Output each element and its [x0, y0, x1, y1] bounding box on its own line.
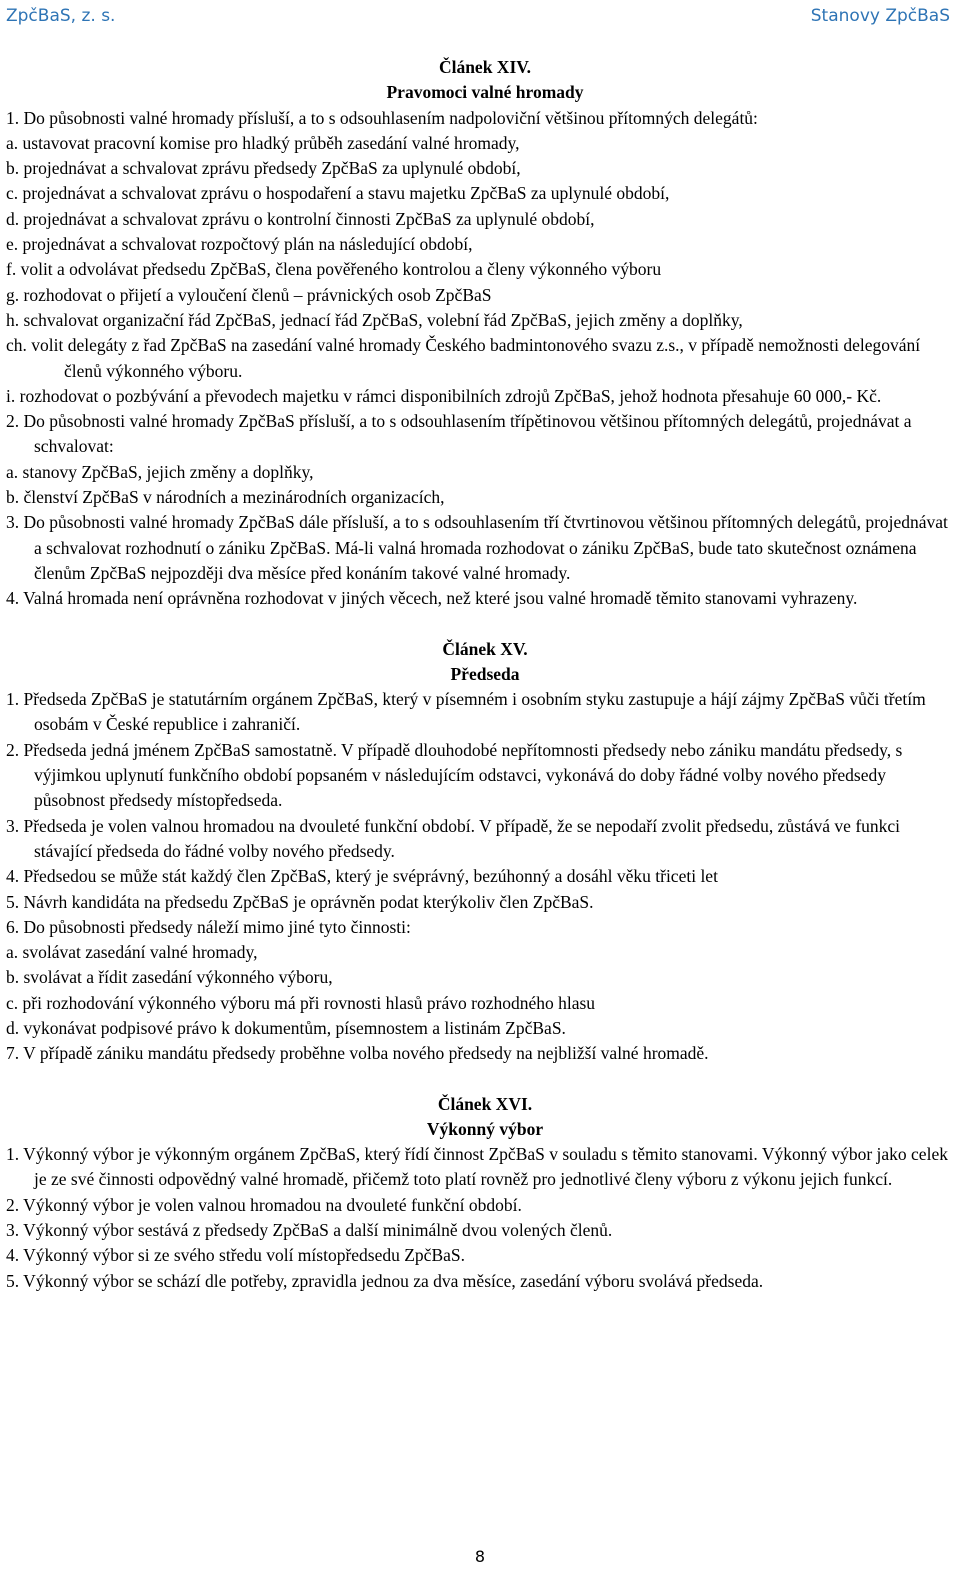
sub-item: e. projednávat a schvalovat rozpočtový plán na následující období,	[6, 234, 473, 255]
article-title: Článek XVI.	[437, 1093, 533, 1114]
sub-item: f. volit a odvolávat předsedu ZpčBaS, člena pověřeného kontrolou a členy výkonného výboru	[6, 259, 662, 280]
sub-item: g. rozhodovat o přijetí a vyloučení členů – právnických osob ZpčBaS	[6, 284, 492, 305]
sub-item: b. svolávat a řídit zasedání výkonného výboru,	[6, 967, 333, 988]
sub-item: a. svolávat zasedání valné hromady,	[6, 942, 258, 963]
numbered-paragraph: 3. Do působnosti valné hromady ZpčBaS dále přísluší, a to s odsouhlasením tří čtvrtinovou většinou přítomných delegátů, projednávat a schvalovat rozhodnutí o zániku ZpčBaS. Má-li valná hromada rozhodovat o zániku ZpčBaS, bude tato skutečnost oznámena členům ZpčBaS nejpozději dva měsíce před konáním takové valné hromady.	[6, 512, 948, 583]
numbered-paragraph: 1. Výkonný výbor je výkonným orgánem ZpčBaS, který řídí činnost ZpčBaS v souladu s těmito stanovami. Výkonný výbor jako celek je ze své činnosti odpovědný valné hromadě, přičemž toto platí rovněž pro jednotlivé členy výboru z výkonu jejich funkcí.	[6, 1144, 948, 1190]
sub-item: i. rozhodovat o pozbývání a převodech majetku v rámci disponibilních zdrojů ZpčBaS, jehož hodnota přesahuje 60 000,- Kč.	[6, 385, 882, 406]
sub-item: d. vykonávat podpisové právo k dokumentům, písemnostem a listinám ZpčBaS.	[6, 1017, 566, 1038]
sub-item: d. projednávat a schvalovat zprávu o kontrolní činnosti ZpčBaS za uplynulé období,	[6, 208, 595, 229]
sub-item: ch. volit delegáty z řad ZpčBaS na zasedání valné hromady Českého badmintonového svazu z.s., v případě nemožnosti delegování členů výkonného výboru.	[6, 335, 921, 381]
article-subtitle: Výkonný výbor	[426, 1118, 544, 1139]
article-subtitle: Předseda	[450, 663, 520, 684]
numbered-paragraph: 4. Valná hromada není oprávněna rozhodovat v jiných věcech, než které jsou valné hromadě těmito stanovami vyhrazeny.	[6, 588, 858, 609]
page-header	[0, 6, 960, 32]
numbered-paragraph: 7. V případě zániku mandátu předsedy proběhne volba nového předsedy na nejbližší valné hromadě.	[6, 1043, 709, 1064]
sub-item: c. projednávat a schvalovat zprávu o hospodaření a stavu majetku ZpčBaS za uplynulé období,	[6, 183, 670, 204]
header-document-title: Stanovy ZpčBaS	[810, 6, 950, 26]
article-spacer	[6, 612, 950, 637]
numbered-paragraph: 2. Předseda jedná jménem ZpčBaS samostatně. V případě dlouhodobé nepřítomnosti předsedy nebo zániku mandátu předsedy, s výjimkou uplynutí funkčního období popsaném v následujícím odstavci, vykonává do doby řádné volby nového předsedy působnost předsedy místopředseda.	[6, 739, 903, 811]
sub-item: b. projednávat a schvalovat zprávu předsedy ZpčBaS za uplynulé období,	[6, 158, 521, 179]
article-title: Článek XV.	[442, 638, 528, 659]
numbered-paragraph: 6. Do působnosti předsedy náleží mimo jiné tyto činnosti:	[6, 916, 411, 937]
numbered-paragraph: 1. Do působnosti valné hromady přísluší, a to s odsouhlasením nadpoloviční většinou přítomných delegátů:	[6, 107, 758, 128]
numbered-paragraph: 4. Předsedou se může stát každý člen ZpčBaS, který je svéprávný, bezúhonný a dosáhl věku třiceti let	[6, 866, 718, 887]
article	[6, 55, 950, 612]
article-title: Článek XIV.	[438, 57, 532, 77]
article-subtitle: Pravomoci valné hromady	[386, 82, 584, 103]
numbered-paragraph: 2. Do působnosti valné hromady ZpčBaS přísluší, a to s odsouhlasením třípětinovou většinou přítomných delegátů, projednávat a schvalovat:	[6, 411, 912, 457]
numbered-paragraph: 5. Návrh kandidáta na předsedu ZpčBaS je oprávněn podat kterýkoliv člen ZpčBaS.	[6, 891, 594, 912]
sub-item: a. ustavovat pracovní komise pro hladký průběh zasedání valné hromady,	[6, 132, 520, 153]
sub-item: h. schvalovat organizační řád ZpčBaS, jednací řád ZpčBaS, volební řád ZpčBaS, jejich změny a doplňky,	[6, 309, 743, 330]
numbered-paragraph: 2. Výkonný výbor je volen valnou hromadou na dvouleté funkční období.	[6, 1194, 522, 1215]
sub-item: b. členství ZpčBaS v národních a mezinárodních organizacích,	[6, 487, 445, 508]
numbered-paragraph: 1. Předseda ZpčBaS je statutárním orgánem ZpčBaS, který v písemném i osobním styku zastupuje a hájí zájmy ZpčBaS vůči třetím osobám v České republice i zahraničí.	[6, 689, 926, 735]
numbered-paragraph: 3. Předseda je volen valnou hromadou na dvouleté funkční období. V případě, že se nepodaří zvolit předsedu, zůstává ve funkci stávající předseda do řádné volby nového předsedy.	[6, 815, 901, 861]
article	[6, 612, 950, 1067]
numbered-paragraph: 5. Výkonný výbor se schází dle potřeby, zpravidla jednou za dva měsíce, zasedání výboru svolává předseda.	[6, 1270, 764, 1291]
sub-item: c. při rozhodování výkonného výboru má při rovnosti hlasů právo rozhodného hlasu	[6, 992, 596, 1013]
numbered-paragraph: 4. Výkonný výbor si ze svého středu volí místopředsedu ZpčBaS.	[6, 1245, 465, 1266]
header-organization: ZpčBaS, z. s.	[6, 6, 116, 26]
numbered-paragraph: 3. Výkonný výbor sestává z předsedy ZpčBaS a další minimálně dvou volených členů.	[6, 1220, 613, 1241]
document-body	[6, 55, 950, 1294]
page-number: 8	[474, 1547, 486, 1566]
article	[6, 1067, 950, 1294]
article-spacer	[6, 1067, 950, 1092]
sub-item: a. stanovy ZpčBaS, jejich změny a doplňky,	[6, 461, 314, 482]
